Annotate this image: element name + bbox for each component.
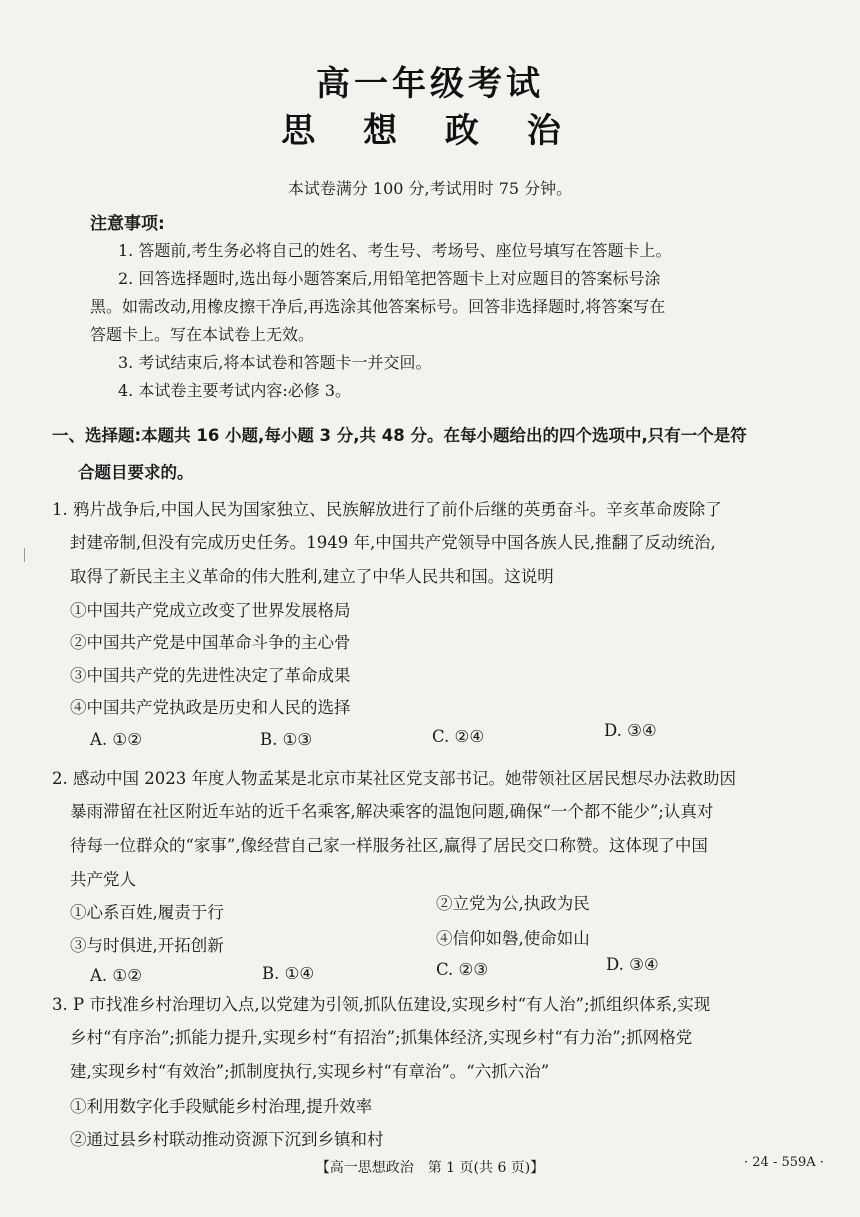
q3-line: 建,实现乡村“有效治”;抓制度执行,实现乡村“有章治”。“六抓六治” xyxy=(70,1062,550,1081)
q1-option: ②中国共产党是中国革命斗争的主心骨 xyxy=(70,633,351,652)
exam-title: 高一年级考试 xyxy=(316,64,544,104)
q2-line: 2. 感动中国 2023 年度人物孟某是北京市某社区党支部书记。她带领社区居民想尽办法救助因 xyxy=(52,769,736,788)
q1-line: 1. 鸦片战争后,中国人民为国家独立、民族解放进行了前仆后继的英勇奋斗。辛亥革命废除了 xyxy=(52,500,722,519)
q2-line: 待每一位群众的“家事”,像经营自己家一样服务社区,赢得了居民交口称赞。这体现了中国 xyxy=(70,836,708,855)
exam-subject: 思 想 政 治 xyxy=(281,111,579,151)
notice-line: 答题卡上。写在本试卷上无效。 xyxy=(90,325,315,344)
q2-option: ①心系百姓,履责于行 xyxy=(70,903,224,922)
q3-line: 3. P 市找准乡村治理切入点,以党建为引领,抓队伍建设,实现乡村“有人治”;抓组织体系,实现 xyxy=(52,995,711,1014)
q1-option: ④中国共产党执政是历史和人民的选择 xyxy=(70,698,351,717)
q1-choice-d: D. ③④ xyxy=(604,721,657,740)
q2-option: ③与时俱进,开拓创新 xyxy=(70,936,224,955)
notice-line: 黑。如需改动,用橡皮擦干净后,再选涂其他答案标号。回答非选择题时,将答案写在 xyxy=(90,297,666,316)
q2-choice-c: C. ②③ xyxy=(436,960,489,979)
section-heading: 一、选择题:本题共 16 小题,每小题 3 分,共 48 分。在每小题给出的四个选项中,只有一个是符 xyxy=(52,426,747,445)
q1-line: 取得了新民主主义革命的伟大胜利,建立了中华人民共和国。这说明 xyxy=(70,567,554,586)
section-heading-cont: 合题目要求的。 xyxy=(78,463,194,482)
notice-line: 1. 答题前,考生务必将自己的姓名、考生号、考场号、座位号填写在答题卡上。 xyxy=(118,241,672,260)
notice-line: 4. 本试卷主要考试内容:必修 3。 xyxy=(118,381,352,400)
exam-info: 本试卷满分 100 分,考试用时 75 分钟。 xyxy=(287,179,573,198)
q1-choice-c: C. ②④ xyxy=(432,727,485,746)
q1-choice-b: B. ①③ xyxy=(260,730,313,749)
margin-mark xyxy=(24,548,25,562)
q3-option: ②通过县乡村联动推动资源下沉到乡镇和村 xyxy=(70,1130,384,1149)
page-footer: 【高一思想政治 第 1 页(共 6 页)】 xyxy=(315,1160,545,1176)
q2-option: ④信仰如磐,使命如山 xyxy=(436,929,590,948)
q2-line: 共产党人 xyxy=(70,870,136,889)
q2-choice-b: B. ①④ xyxy=(262,964,315,983)
q1-option: ①中国共产党成立改变了世界发展格局 xyxy=(70,601,351,620)
q3-option: ①利用数字化手段赋能乡村治理,提升效率 xyxy=(70,1097,373,1116)
notice-heading: 注意事项: xyxy=(90,214,165,234)
exam-code: · 24 - 559A · xyxy=(744,1155,824,1170)
notice-line: 3. 考试结束后,将本试卷和答题卡一并交回。 xyxy=(118,353,432,372)
q1-choice-a: A. ①② xyxy=(90,730,142,749)
q2-line: 暴雨滞留在社区附近车站的近千名乘客,解决乘客的温饱问题,确保“一个都不能少”;认真对 xyxy=(70,802,714,821)
notice-line: 2. 回答选择题时,选出每小题答案后,用铅笔把答题卡上对应题目的答案标号涂 xyxy=(118,269,661,288)
q1-option: ③中国共产党的先进性决定了革命成果 xyxy=(70,666,351,685)
q2-choice-a: A. ①② xyxy=(90,966,142,985)
q2-option: ②立党为公,执政为民 xyxy=(436,894,590,913)
q2-choice-d: D. ③④ xyxy=(606,955,659,974)
q3-line: 乡村“有序治”;抓能力提升,实现乡村“有招治”;抓集体经济,实现乡村“有力治”;抓网格党 xyxy=(70,1028,693,1047)
q1-line: 封建帝制,但没有完成历史任务。1949 年,中国共产党领导中国各族人民,推翻了反动统治, xyxy=(70,533,716,552)
